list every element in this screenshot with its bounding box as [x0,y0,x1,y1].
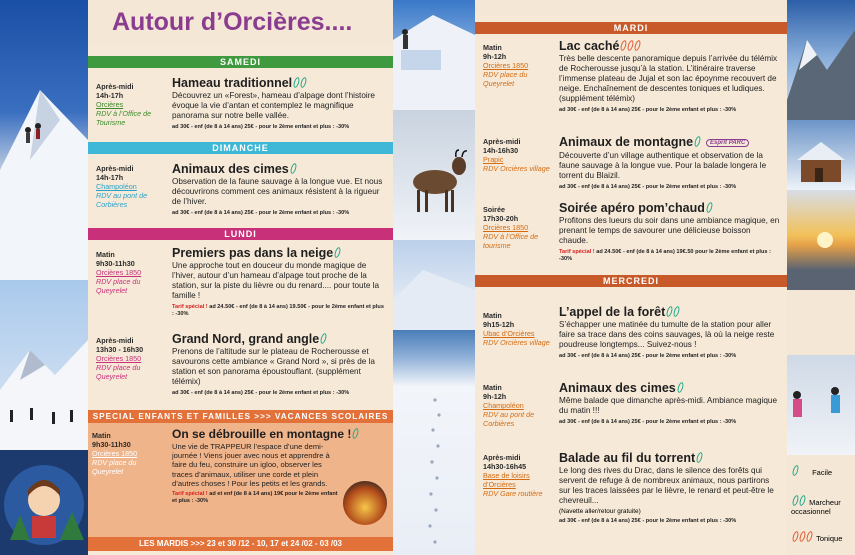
leaf-icon [334,246,342,258]
event-grand-nord [88,330,393,410]
event-price: ad et enf (de 8 à 14 ans) 19€ pour le 2ème enfant et plus : -30% [172,491,338,505]
special-rate-label: Tarif spécial ! [172,491,208,498]
event-description: Très belle descente panoramique depuis l’arrivée du télémix de Rocherousse jusqu’à la station. L’itinéraire traverse l’immense plateau de Jujal et son lac époynme recouvert de neige. Enchaînement de descentes toniques et ludiques. (supplément télémix) [559,54,778,103]
event-hours: 14h-17h [96,173,124,182]
event-meeting: RDV Orcières village [483,338,550,347]
photo-kids-cartoon [0,450,88,555]
leaf-icon [798,494,806,506]
photo-mountain-hikers [0,0,88,280]
event-time: Après-midi [96,336,134,345]
event-price: ad 24.50€ - enf (de 8 à 14 ans) 19.50€ - pour le 2ème enfant et plus : -30% [172,304,384,317]
event-title: Premiers pas dans la neige [172,246,334,260]
event-price: ad 30€ - enf (de 8 à 14 ans) 25€ - pour le 2ème enfant et plus : -30% [172,390,350,396]
leaf-icon [293,76,301,88]
event-meeting: RDV place du Queyrelet [96,363,141,381]
photo-chamois [393,110,475,240]
band-lundi: LUNDI [88,228,393,240]
event-hours: 17h30-20h [483,214,519,223]
event-hours: 9h-12h [483,392,507,401]
event-hours: 9h15-12h [483,320,515,329]
event-hours: 14h-17h [96,91,124,100]
event-location: Prapic [483,155,504,164]
leaf-icon [634,39,642,51]
event-description: Profitons des lueurs du soir dans une ambiance magique, en prenant le temps de savourer une délicieuse boisson chaude. [559,216,780,245]
event-time: Après-midi [483,453,521,462]
event-title: Hameau traditionnel [172,76,293,90]
event-cimes-mercredi [475,375,787,445]
event-title: Grand Nord, grand angle [172,332,320,346]
event-description: Une approche tout en douceur du monde magique de l’hiver, autour d’un hameau d’alpage tout proche de la station, sur la piste du lièvre ou du renard.... pour toute la famille ! [172,261,380,300]
leaf-icon [352,427,360,439]
band-dimanche: DIMANCHE [88,142,393,154]
leaf-icon [676,381,684,393]
photo-chalet [787,120,855,190]
leaf-icon [696,451,704,463]
event-description: Même balade que dimanche après-midi. Ambiance magique du matin !!! [559,396,777,415]
three-leaves-icon [791,530,799,542]
event-meeting: RDV au pont de Corbières [483,410,535,428]
event-price: ad 30€ - enf (de 8 à 14 ans) 25€ - pour le 2ème enfant et plus : -30% [559,353,737,359]
two-leaves-icon [791,494,799,506]
leaf-icon [798,530,806,542]
photo-animal-tracks [393,330,475,555]
band-special-families: SPECIAL ENFANTS ET FAMILLES >>> VACANCES SCOLAIRES [88,410,393,423]
event-location: Orcières 1850 [483,223,529,232]
event-time: Après-midi [483,137,521,146]
leaf-icon [320,332,328,344]
event-description: Le long des rives du Drac, dans le silence des forêts qui servent de refuge à de nombreux animaux, nous partirons sur les traces laissées par le lièvre, le renard et peut-être le chevreuil... [559,466,774,505]
event-location: Orcières 1850 [483,61,529,70]
event-appel-foret [475,291,787,371]
event-title: Animaux de montagne [559,135,694,149]
event-meeting: RDV place du Queyrelet [96,277,141,295]
event-description: Une vie de TRAPPEUR l’espace d’une demi-journée ! Viens jouer avec nous et apprendre à faire du feu, construire un igloo, observer les traces d’animaux, utiliser une corde et plein d’autres choses ! Pour les petits et les grands. [172,442,330,488]
event-location: Champoléon [96,182,137,191]
event-note: (Navette aller/retour gratuite) [559,508,641,515]
event-price: ad 30€ - enf (de 8 à 14 ans) 25€ - pour le 2ème enfant et plus : -30% [559,518,737,524]
leaf-icon [705,201,713,213]
event-location: Orcières [96,100,124,109]
event-price: ad 30€ - enf (de 8 à 14 ans) 25€ - pour le 2ème enfant et plus : -30% [559,184,737,190]
event-price: ad 24.50€ - enf (de 8 à 14 ans) 19€.50 pour le 2ème enfant et plus : -30% [559,249,771,262]
photo-sunset [787,190,855,290]
event-location: Champoléon [483,401,524,410]
event-time: Matin [483,383,502,392]
event-debrouille [88,423,393,545]
event-price: ad 30€ - enf (de 8 à 14 ans) 25€ - pour le 2ème enfant et plus : -30% [559,107,737,113]
event-time: Soirée [483,205,505,214]
event-time: Matin [96,250,115,259]
photo-right-peak [787,0,855,120]
event-meeting: RDV à l’Office de Tourisme [96,109,152,127]
event-time: Après-midi [96,164,134,173]
page-title: Autour d’Orcières.... [112,8,353,36]
photo-kids-snow [787,355,855,455]
event-location: Orcières 1850 [96,354,142,363]
event-time: Après-midi [96,82,134,91]
event-meeting: RDV au pont de Corbières [96,191,148,209]
left-column [88,45,393,555]
event-description: S’échapper une matinée du tumulte de la station pour aller faire sa trace dans des coins sauvages, là où la neige reste poudreuse longtemps... Suivez-nous ! [559,320,775,349]
leaf-icon [289,162,297,174]
event-meeting: RDV Gare routière [483,489,543,498]
event-soiree [475,199,787,269]
legend-item-tonique: Tonique [791,531,842,543]
event-meeting: RDV Orcières village [483,164,550,173]
event-time: Matin [483,43,502,52]
right-column [475,15,787,555]
event-location: Ubac d’Orcières [483,329,535,338]
legend-item-facile: Facile [791,465,832,477]
event-title: L’appel de la forêt [559,305,666,319]
event-title: Animaux des cimes [559,381,676,395]
leaf-icon [693,135,701,147]
leaf-icon [805,530,813,542]
event-description: Découvrez un «Forest», hameau d’alpage dont l’histoire évoque la vie d’antan et contemplez le magnifique panorama sur notre belle vallée. [172,91,375,120]
event-description: Découverte d’un village authentique et observation de la faune sauvage à la longue vue. Pour la balade longera le torrent du Blaizil. [559,151,767,180]
event-hours: 9h30-11h30 [92,440,131,449]
leaf-icon [673,305,681,317]
event-meeting: RDV à l’Office de tourisme [483,232,539,250]
event-price: ad 30€ - enf (de 8 à 14 ans) 25€ - pour le 2ème enfant et plus : -30% [172,124,350,130]
event-title: On se débrouille en montagne ! [172,427,352,441]
difficulty-legend [787,455,855,555]
special-rate-label: Tarif spécial ! [559,249,595,255]
photo-peaks [0,280,88,450]
event-hours: 14h30-16h45 [483,462,527,471]
event-title: Balade au fil du torrent [559,451,696,465]
footer-dates: LES MARDIS >>> 23 et 30 /12 - 10, 17 et 24 /02 - 03 /03 [88,537,393,551]
event-animaux-montagne [475,133,787,198]
event-lac-cache [475,37,787,137]
event-hameau [88,72,393,142]
event-hours: 14h-16h30 [483,146,519,155]
band-mardi: MARDI [475,22,787,34]
esprit-parc-badge: Esprit PARC [706,139,749,147]
event-title: Animaux des cimes [172,162,289,176]
event-location: Orcières 1850 [96,268,142,277]
event-location: Base de loisirs d’Orcières [483,471,530,489]
photo-snow-slope [393,240,475,330]
event-meeting: RDV place du Queyrelet [483,70,528,88]
leaf-icon [300,76,308,88]
photo-snowshoer [393,0,475,110]
band-samedi: SAMEDI [88,56,393,68]
event-meeting: RDV place du Queyrelet [92,458,137,476]
event-title: Lac caché [559,39,620,53]
event-balade-torrent [475,447,787,555]
event-hours: 13h30 - 16h30 [96,345,144,354]
event-title: Soirée apéro pom’chaud [559,201,705,215]
event-time: Matin [483,311,502,320]
special-rate-label: Tarif spécial ! [172,304,208,310]
band-mercredi: MERCREDI [475,275,787,287]
event-cimes [88,158,393,228]
event-hours: 9h-12h [483,52,507,61]
photo-campfire [343,481,387,525]
event-description: Observation de la faune sauvage à la longue vue. Et nous découvrirons comment ces animaux résistent à la rigueur de l’hiver. [172,177,383,206]
legend-item-marcheur: Marcheur occasionnel [791,495,855,516]
event-hours: 9h30-11h30 [96,259,135,268]
event-time: Matin [92,431,111,440]
event-premiers-pas [88,244,393,330]
event-price: ad 30€ - enf (de 8 à 14 ans) 25€ - pour le 2ème enfant et plus : -30% [559,419,737,425]
event-description: Prenons de l’altitude sur le plateau de Rocherousse et savourons cette ambiance « Grand Nord », si près de la station et son panorama époustouflant. (supplément télémix) [172,347,375,386]
event-price: ad 30€ - enf (de 8 à 14 ans) 25€ - pour le 2ème enfant et plus : -30% [172,210,350,216]
leaf-icon [791,464,799,476]
event-location: Orcières 1850 [92,449,138,458]
